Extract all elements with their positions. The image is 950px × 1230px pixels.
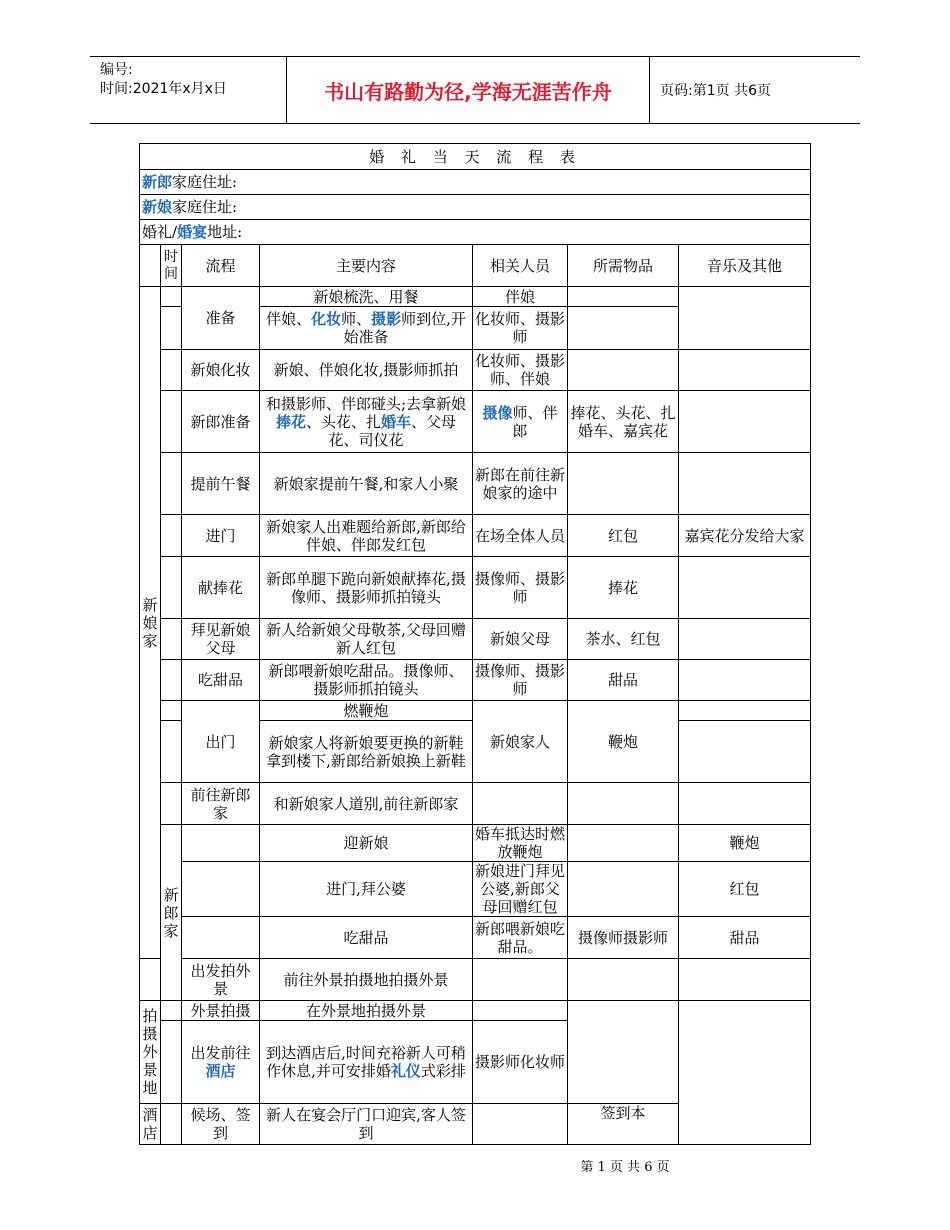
step-cell: 出门 (182, 701, 260, 783)
table-row: 出发前往酒店 到达酒店后,时间充裕新人可稍作休息,并可安排婚礼仪式彩排 摄影师化妆师 (140, 1021, 811, 1104)
group-hotel: 酒店 (140, 1104, 161, 1145)
step-cell: 出发拍外景 (182, 959, 260, 1001)
bride-address-row: 新娘家庭住址: (140, 195, 811, 220)
motto: 书山有路勤为径,学海无涯苦作舟 (287, 57, 650, 123)
col-header-other: 音乐及其他 (679, 245, 811, 287)
table-row: 前往新郎家 和新娘家人道别,前往新郎家 (140, 783, 811, 825)
group-bride-home: 新娘家 (140, 287, 161, 959)
step-cell: 新郎准备 (182, 391, 260, 453)
step-cell: 候场、签到 (182, 1104, 260, 1145)
step-cell: 迎新娘 (260, 825, 473, 862)
step-cell: 提前午餐 (182, 453, 260, 515)
table-row: 酒店 候场、签到 新人在宴会厅门口迎宾,客人签到 签到本 (140, 1104, 811, 1145)
table-row: 进门,拜公婆 新娘进门拜见公婆,新郎父母回赠红包 红包 (140, 862, 811, 917)
time-label: 时间:2021年x月x日 (100, 81, 227, 97)
table-row: 吃甜品 新郎喂新娘吃甜品。摄像师、摄影师抓拍镜头 摄像师、摄影师 甜品 (140, 660, 811, 701)
table-row: 拍摄外景地 外景拍摄 在外景地拍摄外景 (140, 1001, 811, 1021)
step-cell: 准备 (182, 287, 260, 350)
page-footer: 第 1 页 共 6 页 (580, 1160, 670, 1175)
page-header (90, 56, 860, 124)
groom-address-row: 新郎家庭住址: (140, 170, 811, 195)
step-cell: 进门,拜公婆 (260, 862, 473, 917)
col-header-staff: 相关人员 (473, 245, 568, 287)
header-meta (90, 57, 287, 123)
table-row: 新郎准备 和摄影师、伴郎碰头;去拿新娘捧花、头花、扎婚车、父母花、司仪花 摄像师、伴郎 捧花、头花、扎婚车、嘉宾花 (140, 391, 811, 453)
groom-label: 新郎 (142, 173, 173, 191)
col-header-step: 流程 (182, 245, 260, 287)
table-row: 出发拍外景 前往外景拍摄地拍摄外景 (140, 959, 811, 1001)
venue-address-row: 婚礼/婚宴地址: (140, 220, 811, 245)
table-row: 吃甜品 新郎喂新娘吃甜品。 摄像师摄影师 甜品 (140, 917, 811, 959)
number-label: 编号: (100, 62, 133, 78)
table-row: 新郎家 迎新娘 婚车抵达时燃放鞭炮 鞭炮 (140, 825, 811, 862)
step-cell: 新娘化妆 (182, 350, 260, 391)
table-row: 献捧花 新郎单腿下跪向新娘献捧花,摄像师、摄影师抓拍镜头 摄像师、摄影师 捧花 (140, 557, 811, 619)
col-header-time: 时间 (161, 245, 182, 287)
page-info: 页码:第1页 共6页 (660, 83, 771, 99)
header-row (140, 245, 811, 287)
table-row: 出门 燃鞭炮 新娘家人 鞭炮 (140, 701, 811, 721)
step-cell: 吃甜品 (182, 660, 260, 701)
table-row: 提前午餐 新娘家提前午餐,和家人小聚 新郎在前往新娘家的途中 (140, 453, 811, 515)
wedding-schedule-table (139, 143, 811, 1145)
step-cell: 前往新郎家 (182, 783, 260, 825)
step-cell: 献捧花 (182, 557, 260, 619)
table-row: 新娘家人将新娘要更换的新鞋拿到楼下,新郎给新娘换上新鞋 (140, 721, 811, 783)
step-cell: 出发前往酒店 (182, 1021, 260, 1104)
bride-label: 新娘 (142, 198, 173, 216)
table-row: 新娘家 准备 新娘梳洗、用餐 伴娘 (140, 287, 811, 307)
step-cell: 外景拍摄 (182, 1001, 260, 1021)
content-cell: 伴娘、化妆师、摄影师到位,开始准备 (260, 307, 473, 350)
step-cell: 吃甜品 (260, 917, 473, 959)
col-header-items: 所需物品 (568, 245, 679, 287)
step-cell: 拜见新娘父母 (182, 619, 260, 660)
table-row: 进门 新娘家人出难题给新郎,新郎给伴娘、伴郎发红包 在场全体人员 红包 嘉宾花分发给大家 (140, 515, 811, 557)
table-row: 拜见新娘父母 新人给新娘父母敬茶,父母回赠新人红包 新娘父母 茶水、红包 (140, 619, 811, 660)
table-row: 伴娘、化妆师、摄影师到位,开始准备 化妆师、摄影师 (140, 307, 811, 350)
table-row: 新娘化妆 新娘、伴娘化妆,摄影师抓拍 化妆师、摄影师、伴娘 (140, 350, 811, 391)
step-cell: 进门 (182, 515, 260, 557)
group-outdoor: 拍摄外景地 (140, 1001, 161, 1104)
table-title: 婚 礼 当 天 流 程 表 (140, 144, 811, 170)
group-groom-home: 新郎家 (161, 825, 182, 1001)
col-header-content: 主要内容 (260, 245, 473, 287)
venue-label: 婚宴 (177, 223, 208, 241)
